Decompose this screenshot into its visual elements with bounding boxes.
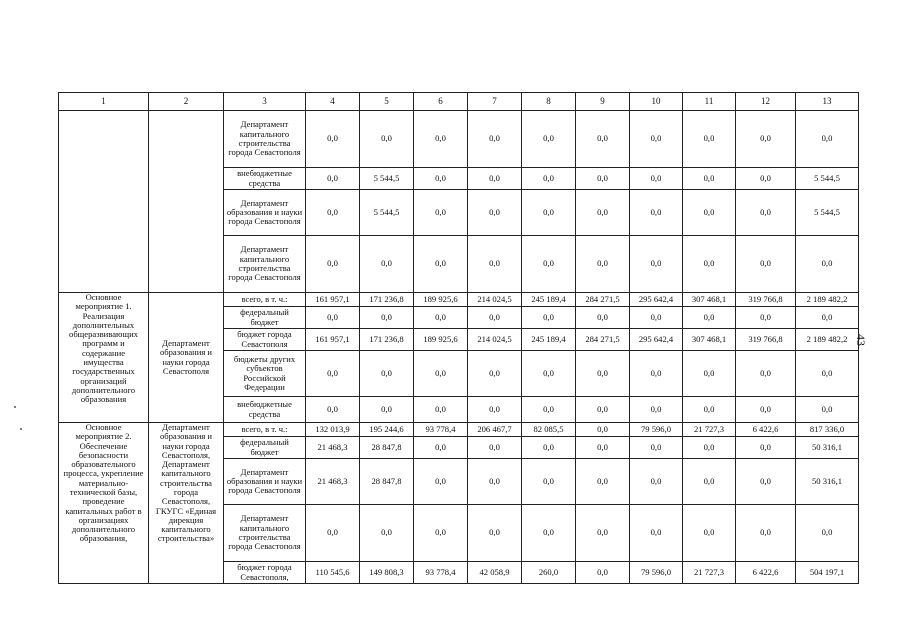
value-cell: 5 544,5 bbox=[360, 168, 414, 190]
value-cell: 132 013,9 bbox=[306, 423, 360, 437]
source-cell: внебюджетные средства bbox=[224, 168, 306, 190]
measure-2-name: Основное мероприятие 2. Обеспечение безопасности образовательного процесса, укрепление материально-технической базы, проведение капитальных работ в организациях дополнительного образования, bbox=[59, 423, 149, 584]
value-cell: 260,0 bbox=[522, 562, 576, 584]
value-cell: 0,0 bbox=[630, 236, 683, 293]
value-cell: 817 336,0 bbox=[796, 423, 859, 437]
value-cell: 82 085,5 bbox=[522, 423, 576, 437]
value-cell: 0,0 bbox=[414, 437, 468, 459]
value-cell: 0,0 bbox=[360, 307, 414, 329]
source-cell: Департамент капитального строительства города Севастополя bbox=[224, 111, 306, 168]
value-cell: 28 847,8 bbox=[360, 459, 414, 505]
value-cell: 0,0 bbox=[306, 397, 360, 423]
value-cell: 0,0 bbox=[414, 111, 468, 168]
value-cell: 0,0 bbox=[736, 505, 796, 562]
source-cell: Департамент образования и науки города Севастополя bbox=[224, 459, 306, 505]
value-cell: 0,0 bbox=[522, 111, 576, 168]
value-cell: 0,0 bbox=[736, 459, 796, 505]
value-cell: 0,0 bbox=[576, 236, 630, 293]
value-cell: 0,0 bbox=[576, 423, 630, 437]
value-cell: 5 544,5 bbox=[796, 190, 859, 236]
value-cell: 245 189,4 bbox=[522, 329, 576, 351]
table-row bbox=[59, 423, 859, 437]
value-cell: 93 778,4 bbox=[414, 423, 468, 437]
value-cell: 2 189 482,2 bbox=[796, 293, 859, 307]
value-cell: 206 467,7 bbox=[468, 423, 522, 437]
value-cell: 0,0 bbox=[576, 351, 630, 397]
value-cell: 0,0 bbox=[468, 307, 522, 329]
measure-1-executor: Департамент образования и науки города Севастополя bbox=[149, 293, 224, 423]
value-cell: 0,0 bbox=[683, 459, 736, 505]
value-cell: 0,0 bbox=[522, 437, 576, 459]
value-cell: 0,0 bbox=[683, 190, 736, 236]
source-cell: Департамент капитального строительства города Севастополя bbox=[224, 505, 306, 562]
scan-speck bbox=[14, 406, 16, 408]
table-row bbox=[59, 293, 859, 307]
value-cell: 21 468,3 bbox=[306, 437, 360, 459]
value-cell: 307 468,1 bbox=[683, 329, 736, 351]
source-cell: Департамент образования и науки города Севастополя bbox=[224, 190, 306, 236]
value-cell: 0,0 bbox=[630, 505, 683, 562]
value-cell: 0,0 bbox=[796, 307, 859, 329]
budget-table bbox=[58, 92, 859, 584]
header-cell: 13 bbox=[796, 93, 859, 111]
value-cell: 171 236,8 bbox=[360, 293, 414, 307]
value-cell: 171 236,8 bbox=[360, 329, 414, 351]
source-cell: бюджет города Севастополя bbox=[224, 329, 306, 351]
value-cell: 42 058,9 bbox=[468, 562, 522, 584]
value-cell: 214 024,5 bbox=[468, 329, 522, 351]
value-cell: 0,0 bbox=[683, 351, 736, 397]
value-cell: 0,0 bbox=[360, 505, 414, 562]
value-cell: 0,0 bbox=[414, 307, 468, 329]
value-cell: 319 766,8 bbox=[736, 329, 796, 351]
value-cell: 0,0 bbox=[468, 397, 522, 423]
value-cell: 5 544,5 bbox=[360, 190, 414, 236]
value-cell: 0,0 bbox=[630, 190, 683, 236]
value-cell: 0,0 bbox=[736, 190, 796, 236]
value-cell: 0,0 bbox=[630, 437, 683, 459]
measure-2-executor: Департамент образования и науки города Севастополя, Департамент капитального строительства города Севастополя, ГКУГС «Единая дирекция капитального строительства» bbox=[149, 423, 224, 584]
value-cell: 0,0 bbox=[630, 111, 683, 168]
header-cell: 2 bbox=[149, 93, 224, 111]
source-cell: бюджет города Севастополя, bbox=[224, 562, 306, 584]
value-cell: 0,0 bbox=[576, 111, 630, 168]
value-cell: 6 422,6 bbox=[736, 423, 796, 437]
value-cell: 50 316,1 bbox=[796, 437, 859, 459]
value-cell: 0,0 bbox=[630, 351, 683, 397]
value-cell: 0,0 bbox=[306, 505, 360, 562]
header-cell: 10 bbox=[630, 93, 683, 111]
value-cell: 79 596,0 bbox=[630, 562, 683, 584]
value-cell: 0,0 bbox=[736, 111, 796, 168]
value-cell: 0,0 bbox=[306, 351, 360, 397]
value-cell: 0,0 bbox=[414, 459, 468, 505]
value-cell: 0,0 bbox=[468, 437, 522, 459]
source-cell: федеральный бюджет bbox=[224, 307, 306, 329]
value-cell: 0,0 bbox=[576, 397, 630, 423]
value-cell: 0,0 bbox=[468, 111, 522, 168]
value-cell: 0,0 bbox=[468, 459, 522, 505]
value-cell: 93 778,4 bbox=[414, 562, 468, 584]
value-cell: 295 642,4 bbox=[630, 329, 683, 351]
source-cell: всего, в т. ч.: bbox=[224, 423, 306, 437]
value-cell: 0,0 bbox=[306, 236, 360, 293]
value-cell: 21 727,3 bbox=[683, 562, 736, 584]
scan-speck bbox=[20, 428, 22, 430]
value-cell: 189 925,6 bbox=[414, 329, 468, 351]
measure-1-name: Основное мероприятие 1. Реализация дополнительных общеразвивающих программ и содержание имущества государственных организаций дополнительного образования bbox=[59, 293, 149, 423]
value-cell: 0,0 bbox=[306, 307, 360, 329]
value-cell: 0,0 bbox=[360, 236, 414, 293]
header-cell: 7 bbox=[468, 93, 522, 111]
value-cell: 0,0 bbox=[796, 505, 859, 562]
value-cell: 0,0 bbox=[522, 397, 576, 423]
value-cell: 0,0 bbox=[468, 190, 522, 236]
value-cell: 0,0 bbox=[683, 307, 736, 329]
value-cell: 0,0 bbox=[630, 397, 683, 423]
value-cell: 0,0 bbox=[360, 351, 414, 397]
value-cell: 0,0 bbox=[414, 351, 468, 397]
header-cell: 9 bbox=[576, 93, 630, 111]
value-cell: 0,0 bbox=[522, 236, 576, 293]
value-cell: 0,0 bbox=[683, 236, 736, 293]
header-cell: 1 bbox=[59, 93, 149, 111]
value-cell: 0,0 bbox=[468, 505, 522, 562]
value-cell: 21 468,3 bbox=[306, 459, 360, 505]
value-cell: 21 727,3 bbox=[683, 423, 736, 437]
value-cell: 0,0 bbox=[683, 111, 736, 168]
value-cell: 245 189,4 bbox=[522, 293, 576, 307]
header-cell: 11 bbox=[683, 93, 736, 111]
value-cell: 0,0 bbox=[576, 437, 630, 459]
source-cell: всего, в т. ч.: bbox=[224, 293, 306, 307]
value-cell: 6 422,6 bbox=[736, 562, 796, 584]
executor-cell bbox=[149, 111, 224, 293]
value-cell: 50 316,1 bbox=[796, 459, 859, 505]
source-cell: бюджеты других субъектов Российской Федерации bbox=[224, 351, 306, 397]
header-cell: 6 bbox=[414, 93, 468, 111]
source-cell: внебюджетные средства bbox=[224, 397, 306, 423]
value-cell: 0,0 bbox=[360, 397, 414, 423]
value-cell: 0,0 bbox=[630, 307, 683, 329]
value-cell: 0,0 bbox=[306, 190, 360, 236]
source-cell: Департамент капитального строительства города Севастополя bbox=[224, 236, 306, 293]
value-cell: 195 244,6 bbox=[360, 423, 414, 437]
value-cell: 0,0 bbox=[522, 307, 576, 329]
value-cell: 0,0 bbox=[630, 459, 683, 505]
value-cell: 0,0 bbox=[522, 190, 576, 236]
value-cell: 0,0 bbox=[414, 236, 468, 293]
value-cell: 149 808,3 bbox=[360, 562, 414, 584]
value-cell: 0,0 bbox=[736, 397, 796, 423]
value-cell: 0,0 bbox=[683, 437, 736, 459]
value-cell: 0,0 bbox=[796, 397, 859, 423]
value-cell: 0,0 bbox=[522, 168, 576, 190]
value-cell: 0,0 bbox=[796, 236, 859, 293]
value-cell: 0,0 bbox=[683, 168, 736, 190]
value-cell: 0,0 bbox=[576, 505, 630, 562]
value-cell: 0,0 bbox=[576, 459, 630, 505]
value-cell: 0,0 bbox=[306, 168, 360, 190]
value-cell: 0,0 bbox=[630, 168, 683, 190]
value-cell: 284 271,5 bbox=[576, 293, 630, 307]
source-cell: федеральный бюджет bbox=[224, 437, 306, 459]
value-cell: 0,0 bbox=[576, 168, 630, 190]
value-cell: 0,0 bbox=[360, 111, 414, 168]
value-cell: 0,0 bbox=[683, 505, 736, 562]
value-cell: 110 545,6 bbox=[306, 562, 360, 584]
measure-name-cell bbox=[59, 111, 149, 293]
value-cell: 2 189 482,2 bbox=[796, 329, 859, 351]
value-cell: 0,0 bbox=[414, 168, 468, 190]
value-cell: 0,0 bbox=[736, 168, 796, 190]
value-cell: 161 957,1 bbox=[306, 329, 360, 351]
header-cell: 8 bbox=[522, 93, 576, 111]
value-cell: 28 847,8 bbox=[360, 437, 414, 459]
value-cell: 189 925,6 bbox=[414, 293, 468, 307]
value-cell: 0,0 bbox=[414, 505, 468, 562]
value-cell: 0,0 bbox=[522, 459, 576, 505]
value-cell: 319 766,8 bbox=[736, 293, 796, 307]
header-row bbox=[59, 93, 859, 111]
value-cell: 0,0 bbox=[796, 351, 859, 397]
header-cell: 5 bbox=[360, 93, 414, 111]
value-cell: 5 544,5 bbox=[796, 168, 859, 190]
value-cell: 295 642,4 bbox=[630, 293, 683, 307]
header-cell: 3 bbox=[224, 93, 306, 111]
page-number: 43 bbox=[854, 334, 868, 346]
value-cell: 0,0 bbox=[576, 190, 630, 236]
value-cell: 0,0 bbox=[468, 236, 522, 293]
value-cell: 0,0 bbox=[736, 351, 796, 397]
header-cell: 4 bbox=[306, 93, 360, 111]
value-cell: 0,0 bbox=[522, 505, 576, 562]
value-cell: 0,0 bbox=[736, 437, 796, 459]
value-cell: 307 468,1 bbox=[683, 293, 736, 307]
value-cell: 284 271,5 bbox=[576, 329, 630, 351]
value-cell: 0,0 bbox=[576, 307, 630, 329]
value-cell: 0,0 bbox=[683, 397, 736, 423]
value-cell: 0,0 bbox=[306, 111, 360, 168]
value-cell: 0,0 bbox=[522, 351, 576, 397]
value-cell: 0,0 bbox=[414, 397, 468, 423]
value-cell: 0,0 bbox=[576, 562, 630, 584]
value-cell: 0,0 bbox=[468, 168, 522, 190]
value-cell: 214 024,5 bbox=[468, 293, 522, 307]
value-cell: 0,0 bbox=[736, 307, 796, 329]
table-row bbox=[59, 111, 859, 168]
value-cell: 504 197,1 bbox=[796, 562, 859, 584]
value-cell: 161 957,1 bbox=[306, 293, 360, 307]
value-cell: 0,0 bbox=[736, 236, 796, 293]
value-cell: 0,0 bbox=[468, 351, 522, 397]
value-cell: 0,0 bbox=[414, 190, 468, 236]
header-cell: 12 bbox=[736, 93, 796, 111]
value-cell: 0,0 bbox=[796, 111, 859, 168]
value-cell: 79 596,0 bbox=[630, 423, 683, 437]
